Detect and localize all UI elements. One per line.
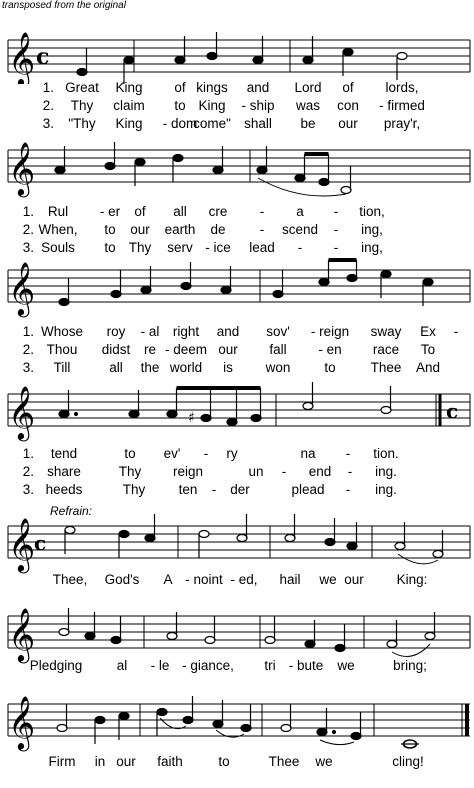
syllable: - [203, 446, 209, 461]
syllable: tri [264, 658, 276, 673]
syllable: Thee, [52, 572, 88, 587]
syllable: re [143, 342, 157, 357]
syllable: come" [193, 116, 231, 131]
syllable: sov' [266, 324, 290, 339]
staff-2 [0, 136, 474, 206]
syllable: - deem [164, 342, 208, 357]
syllable: Thee [268, 754, 300, 769]
syllable: ing, [361, 240, 383, 255]
syllable: Thy [122, 482, 146, 497]
syllable: shall [244, 116, 272, 131]
syllable: end [308, 464, 332, 479]
syllable: tion, [359, 204, 385, 219]
syllable: fall [269, 342, 287, 357]
syllable: our [116, 754, 136, 769]
syllable: To [420, 342, 436, 357]
syllable: na [300, 446, 316, 461]
syllable: and [216, 324, 240, 339]
syllable: share [47, 464, 81, 479]
syllable: - [297, 240, 303, 255]
syllable: be [300, 116, 316, 131]
syllable: was [295, 98, 321, 113]
music-system-3 [0, 256, 474, 376]
verse-number: 1. [42, 80, 54, 95]
syllable: our [338, 116, 358, 131]
syllable: - [259, 204, 265, 219]
syllable: right [172, 324, 200, 339]
treble-clef: 𝄞 [8, 31, 36, 84]
syllable: de [210, 222, 226, 237]
syllable: ing. [375, 482, 397, 497]
common-time: c [36, 44, 50, 70]
staff-5 [0, 500, 474, 574]
syllable: our [130, 222, 150, 237]
syllable: - reign [310, 324, 350, 339]
treble-clef: 𝄞 [8, 695, 36, 749]
syllable: Thee [370, 360, 402, 375]
syllable: King [198, 98, 226, 113]
verse-number: 3. [22, 240, 34, 255]
syllable: Firm [48, 754, 76, 769]
syllable: Thy [128, 240, 152, 255]
music-system-5-refrain [0, 500, 474, 598]
syllable: kings [196, 80, 228, 95]
syllable: our [218, 342, 238, 357]
music-system-4 [0, 376, 474, 500]
syllable: Thou [46, 342, 78, 357]
svg-text:♯: ♯ [188, 410, 195, 426]
lyric-line-verse-1 [0, 80, 474, 98]
syllable: Thy [70, 98, 94, 113]
lyric-line-refrain-2 [0, 658, 474, 676]
syllable: Thy [118, 464, 142, 479]
syllable: earth [164, 222, 196, 237]
syllable: we [319, 572, 337, 587]
syllable: - [347, 464, 353, 479]
common-time: c [446, 399, 459, 423]
syllable: the [140, 360, 160, 375]
lyric-line-verse-3 [0, 482, 474, 500]
verse-number: 1. [22, 446, 34, 461]
syllable: - [345, 482, 351, 497]
syllable: con [337, 98, 359, 113]
syllable: to [324, 360, 336, 375]
syllable: King [115, 80, 143, 95]
syllable: claim [113, 98, 145, 113]
staff-3 [0, 256, 474, 326]
syllable: cre [208, 204, 228, 219]
syllable: - al [140, 324, 160, 339]
syllable: we [315, 754, 333, 769]
syllable: King: [396, 572, 428, 587]
syllable: world [169, 360, 203, 375]
lyric-line-verse-2 [0, 464, 474, 482]
syllable: - er [99, 204, 121, 219]
syllable: - bute [288, 658, 324, 673]
syllable: Great [65, 80, 99, 95]
lyric-line-verse-1 [0, 204, 474, 222]
treble-clef: 𝄞 [8, 385, 36, 439]
syllable: When, [38, 222, 78, 237]
staff-4 [0, 376, 474, 450]
verse-number: 3. [42, 116, 54, 131]
syllable: Rul [47, 204, 69, 219]
syllable: lead [249, 240, 275, 255]
syllable: - [453, 324, 459, 339]
syllable: ing. [375, 464, 397, 479]
syllable: And [415, 360, 441, 375]
syllable: sway [370, 324, 402, 339]
verse-number: 1. [22, 324, 34, 339]
syllable: we [337, 658, 355, 673]
syllable: - [333, 240, 339, 255]
syllable: plead [291, 482, 325, 497]
music-system-6 [0, 598, 474, 688]
syllable: - [345, 446, 351, 461]
syllable: cling! [392, 754, 424, 769]
syllable: A [163, 572, 173, 587]
syllable: lords, [385, 80, 419, 95]
lyric-line-refrain-3 [0, 754, 474, 772]
syllable: - [333, 222, 339, 237]
lyric-line-verse-2 [0, 222, 474, 240]
syllable: Pledging [29, 658, 83, 673]
lyric-line-refrain-1 [0, 572, 474, 590]
syllable: - ed, [230, 572, 258, 587]
staff-7 [0, 692, 474, 762]
syllable: pray'r, [383, 116, 421, 131]
syllable: ing, [361, 222, 383, 237]
lyric-line-verse-2 [0, 342, 474, 360]
music-system-1 [0, 14, 474, 134]
syllable: roy [106, 324, 126, 339]
syllable: - [211, 482, 217, 497]
syllable: to [124, 446, 136, 461]
syllable: - noint [185, 572, 223, 587]
syllable: King [115, 116, 143, 131]
syllable: - le [150, 658, 170, 673]
verse-number: 2. [22, 222, 34, 237]
verse-number: 3. [22, 360, 34, 375]
syllable: serv [167, 240, 193, 255]
music-system-7 [0, 692, 474, 784]
syllable: bring; [393, 658, 427, 673]
syllable: tion. [373, 446, 399, 461]
syllable: - dom [162, 116, 198, 131]
treble-clef: 𝄞 [8, 517, 36, 571]
verse-number: 1. [22, 204, 34, 219]
syllable: Till [53, 360, 71, 375]
syllable: Souls [41, 240, 75, 255]
syllable: Ex [420, 324, 436, 339]
syllable: of [342, 80, 354, 95]
syllable: ry [226, 446, 238, 461]
syllable: - firmed [379, 98, 425, 113]
treble-clef: 𝄞 [8, 141, 36, 195]
syllable: God's [104, 572, 140, 587]
lyric-line-verse-1 [0, 446, 474, 464]
syllable: al [116, 658, 128, 673]
syllable: tend [50, 446, 78, 461]
syllable: - [259, 222, 265, 237]
syllable: to [218, 754, 230, 769]
syllable: all [109, 360, 123, 375]
syllable: our [344, 572, 364, 587]
transposition-note: transposed from the original [2, 0, 126, 11]
syllable: all [173, 204, 187, 219]
syllable: - ship [241, 98, 275, 113]
syllable: reign [172, 464, 204, 479]
syllable: heeds [45, 482, 83, 497]
syllable: - ice [205, 240, 231, 255]
lyric-line-verse-1 [0, 324, 474, 342]
common-time: c [34, 531, 47, 555]
syllable: "Thy [68, 116, 96, 131]
syllable: a [296, 204, 304, 219]
syllable: der [230, 482, 250, 497]
verse-number: 3. [22, 482, 34, 497]
lyric-line-verse-3 [0, 116, 474, 134]
verse-number: 2. [42, 98, 54, 113]
staff-1 [0, 14, 474, 84]
verse-number: 2. [22, 342, 34, 357]
lyric-line-verse-2 [0, 98, 474, 116]
syllable: - en [318, 342, 342, 357]
syllable: of [174, 80, 186, 95]
syllable: faith [157, 754, 183, 769]
syllable: - [333, 204, 339, 219]
treble-clef: 𝄞 [8, 607, 36, 661]
syllable: - giance, [182, 658, 234, 673]
syllable: of [134, 204, 146, 219]
syllable: Lord [294, 80, 322, 95]
music-system-2 [0, 136, 474, 256]
syllable: ten [178, 482, 198, 497]
syllable: to [174, 98, 186, 113]
syllable: is [223, 360, 233, 375]
syllable: hail [279, 572, 301, 587]
refrain-label: Refrain: [50, 504, 93, 518]
verse-number: 2. [22, 464, 34, 479]
treble-clef: 𝄞 [8, 261, 36, 315]
syllable: Whose [40, 324, 84, 339]
syllable: and [246, 80, 270, 95]
syllable: won [265, 360, 291, 375]
syllable: to [104, 222, 116, 237]
syllable: to [104, 240, 116, 255]
syllable: race [372, 342, 400, 357]
syllable: in [94, 754, 106, 769]
syllable: - [281, 464, 287, 479]
syllable: ev' [163, 446, 181, 461]
syllable: un [248, 464, 264, 479]
syllable: scend [281, 222, 319, 237]
syllable: didst [101, 342, 131, 357]
